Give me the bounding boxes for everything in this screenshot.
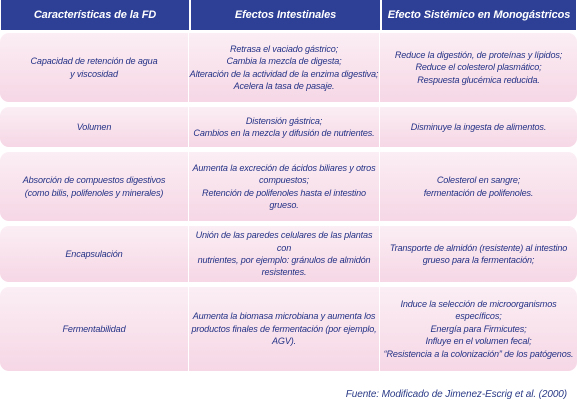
cell-line: fermentación de polifenoles. (423, 187, 534, 198)
cell-line: Fermentabilidad (62, 323, 126, 334)
header-efectos-intestinales: Efectos Intestinales (234, 9, 337, 21)
source-citation: Fuente: Modificado de Jimenez-Escrig et al. (2000) (345, 389, 567, 400)
column-divider (188, 33, 189, 102)
cell-line: Disminuye la ingesta de alimentos. (410, 121, 547, 132)
cell-line: Cambios en la mezcla y difusión de nutrientes. (193, 128, 375, 138)
cell-line: Capacidad de retención de agua (30, 56, 158, 67)
cell-line: grueso. (269, 199, 299, 210)
cell-line: nutrientes, por ejemplo: gránulos de almidón (197, 255, 371, 265)
cell-line: Induce la selección de microorganismos (400, 298, 557, 309)
cell-line: Transporte de almidón (resistente) al intestino (389, 242, 568, 253)
table-row (0, 287, 577, 371)
cell-caracteristica (0, 107, 188, 147)
cell-efecto-sistemico (380, 287, 577, 371)
column-divider (188, 107, 189, 147)
table-row (0, 33, 577, 102)
cell-line: Influye en el volumen fecal; (425, 336, 532, 347)
cell-efecto-sistemico (380, 152, 577, 221)
cell-line: Energía para Firmicutes; (430, 323, 527, 334)
cell-line: Reduce la digestión, de proteínas y lípidos; (394, 49, 563, 60)
cell-line: (como bilis, polifenoles y minerales) (24, 187, 164, 198)
cell-line: Encapsulación (65, 248, 123, 259)
cell-line: Acelera la tasa de pasaje. (233, 80, 335, 91)
cell-line: Aumenta la excreción de ácidos biliares y otros (192, 162, 376, 173)
cell-line: Unión de las paredes celulares de las plantas con (195, 230, 373, 253)
column-divider (379, 107, 380, 147)
cell-efecto-intestinal (189, 226, 379, 282)
cell-line: Retención de polifenoles hasta el intestino (202, 187, 366, 198)
cell-line: resistentes. (261, 267, 307, 278)
cell-line: Volumen (76, 121, 112, 132)
cell-efecto-intestinal (189, 152, 379, 221)
column-divider (379, 33, 380, 102)
cell-line: productos finales de fermentación (por ejemplo, (191, 323, 377, 334)
column-divider (379, 287, 380, 371)
cell-line: grueso para la fermentación; (422, 255, 535, 265)
cell-efecto-intestinal (189, 287, 379, 371)
cell-line: Aumenta la biomasa microbiana y aumenta los (192, 311, 376, 322)
cell-efecto-intestinal (189, 33, 379, 102)
cell-line: Retrasa el vaciado gástrico; (229, 43, 338, 54)
cell-efecto-sistemico (380, 33, 577, 102)
table-row (0, 152, 577, 221)
cell-efecto-intestinal (189, 107, 379, 147)
cell-line: AGV). (271, 336, 296, 347)
cell-line: Cambia la mezcla de digesta; (226, 56, 342, 67)
cell-line: Absorción de compuestos digestivos (22, 175, 166, 186)
cell-caracteristica (0, 287, 188, 371)
cell-caracteristica (0, 152, 188, 221)
cell-line: Reduce el colesterol plasmático; (415, 62, 542, 73)
table-row (0, 226, 577, 282)
column-divider (379, 152, 380, 221)
header-efecto-sistemico: Efecto Sistémico en Monogástricos (387, 9, 571, 21)
cell-caracteristica (0, 33, 188, 102)
cell-efecto-sistemico (380, 107, 577, 147)
column-divider (379, 226, 380, 282)
cell-line: “Resistencia a la colonización” de los patógenos. (383, 348, 574, 359)
table-header (1, 0, 576, 30)
table-row (0, 107, 577, 147)
cell-line: Alteración de la actividad de la enzima digestiva; (189, 68, 379, 79)
column-divider (188, 287, 189, 371)
cell-caracteristica (0, 226, 188, 282)
column-divider (188, 226, 189, 282)
cell-line: específicos; (455, 311, 502, 322)
cell-line: Colesterol en sangre; (436, 175, 521, 186)
cell-line: compuestos; (259, 175, 309, 186)
cell-line: y viscosidad (70, 68, 118, 79)
cell-line: Respuesta glucémica reducida. (417, 74, 540, 85)
cell-efecto-sistemico (380, 226, 577, 282)
header-caracteristicas: Características de la FD (33, 9, 157, 21)
cell-line: Distensión gástrica; (245, 115, 323, 126)
column-divider (188, 152, 189, 221)
